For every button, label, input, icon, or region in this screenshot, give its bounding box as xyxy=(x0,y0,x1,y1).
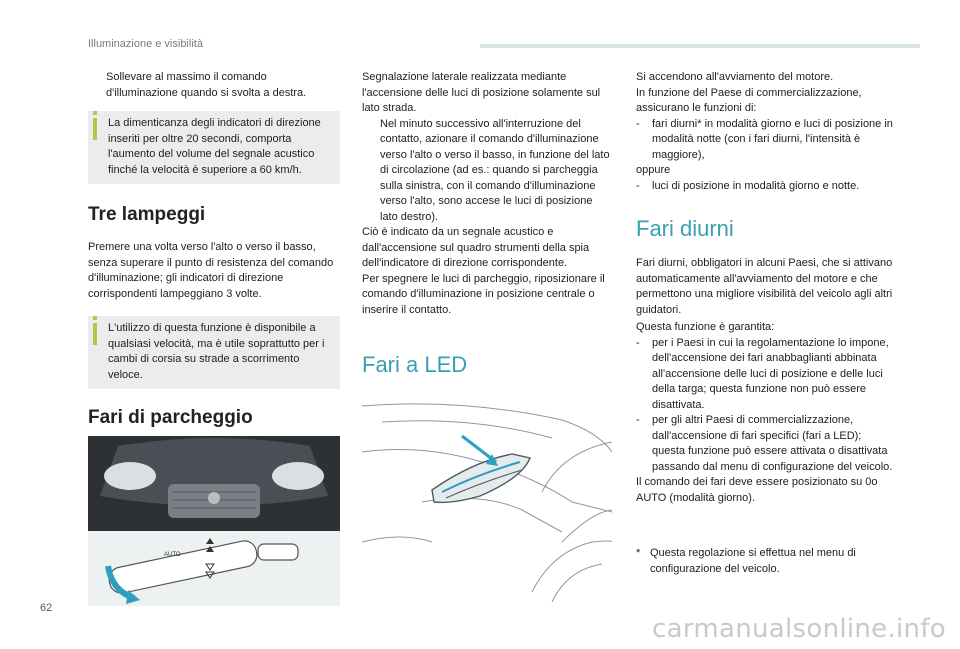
dash-item xyxy=(636,413,896,475)
footnote-text: Questa regolazione si effettua nel menu di configurazione del veicolo. xyxy=(650,547,856,575)
page-number: 62 xyxy=(40,602,53,614)
paragraph: Segnalazione laterale realizzata mediante l'accensione delle luci di posizione solamente sul lato strada. xyxy=(362,71,601,114)
paragraph: Ciò è indicato da un segnale acustico e dall'accensione sul quadro strumenti della spia dell'indicatore di direzione corrispondente. xyxy=(362,226,590,269)
stalk-auto-label: AUTO xyxy=(164,552,181,558)
bullet-paragraph xyxy=(362,117,612,226)
dash-marker: - xyxy=(636,179,640,192)
paragraph: Fari diurni, obbligatori in alcuni Paesi, che si attivano automaticamente all'avviamento del motore e che permettono una migliore visibilità del veicolo agli altri guidatori. xyxy=(636,257,893,316)
dash-marker: - xyxy=(636,117,640,130)
header-bar xyxy=(480,44,920,48)
watermark: carmanualsonline.info xyxy=(651,614,946,644)
paragraph: Si accendono all'avviamento del motore. xyxy=(636,71,834,83)
section-title-tre-lampeggi: Tre lampeggi xyxy=(88,204,206,225)
column-1 xyxy=(88,70,340,443)
page-header-title: Illuminazione e visibilità xyxy=(88,38,203,50)
bullet-text: Sollevare al massimo il comando d'illuminazione quando si svolta a destra. xyxy=(106,71,307,99)
parking-lights-illustration xyxy=(88,436,340,606)
dash-marker: - xyxy=(636,336,640,349)
column-3 xyxy=(636,70,896,577)
footnote-marker: * xyxy=(636,547,641,559)
note-text: La dimenticanza degli indicatori di direzione inseriti per oltre 20 secondi, comporta l'aumento del volume del segnale acustico finché la velocità è superiore a 60 km/h. xyxy=(108,117,321,176)
section-title-fari-parcheggio: Fari di parcheggio xyxy=(88,407,253,428)
paragraph: In funzione del Paese di commercializzazione, assicurano le funzioni di: xyxy=(636,86,862,114)
dash-marker: - xyxy=(636,414,640,426)
info-icon xyxy=(93,118,97,140)
paragraph: Questa funzione è garantita: xyxy=(636,321,775,333)
dash-item xyxy=(636,179,896,195)
note-text: L'utilizzo di questa funzione è disponibile a qualsiasi velocità, ma è utile soprattutto per i cambi di corsia su strade a scorrimento veloce. xyxy=(108,322,325,381)
led-headlight-illustration xyxy=(362,392,612,602)
dash-text: per i Paesi in cui la regolamentazione lo impone, dell'accensione dei fari anabbaglianti abbinata all'accensione delle luci di posizione e delle luci della targa; questa funzione non può essere disattivata. xyxy=(652,336,889,411)
dash-text: per gli altri Paesi di commercializzazione, dall'accensione di fari specifici (fari a LED); questa funzione può essere attivata o disattivata passando dal menu di configurazione del veicolo. xyxy=(652,414,893,473)
car-headlight-drawing xyxy=(362,392,612,602)
section-title-fari-diurni: Fari diurni xyxy=(636,216,734,241)
dash-item xyxy=(636,336,896,414)
bullet-paragraph xyxy=(88,70,340,101)
section-title-fari-led: Fari a LED xyxy=(362,352,468,377)
footnote xyxy=(636,546,896,577)
paragraph: Per spegnere le luci di parcheggio, riposizionare il comando d'illuminazione in posizione centrale o inserire il contatto. xyxy=(362,272,605,316)
car-front-stalk-drawing xyxy=(88,436,340,606)
dash-item xyxy=(636,117,896,164)
dash-text: fari diurni* in modalità giorno e luci di posizione in modalità notte (con i fari diurni, l'intensità è maggiore), xyxy=(652,117,893,161)
column-2 xyxy=(362,70,612,392)
info-icon xyxy=(93,323,97,345)
paragraph: oppure xyxy=(636,164,671,176)
paragraph: Premere una volta verso l'alto o verso il basso, senza superare il punto di resistenza del comando d'illuminazione; gli indicatori di direzione corrispondenti lampeggiano 3 volte. xyxy=(88,241,334,300)
info-note xyxy=(88,316,340,389)
bullet-text: Nel minuto successivo all'interruzione del contatto, azionare il comando d'illuminazione verso l'alto o verso il basso, in funzione del lato di circolazione (ad es.: quando si parcheggia sulla sinistra, con il comando d'illuminazione verso l'alto, sono accese le luci di posizione lato destro). xyxy=(380,117,610,223)
dash-text: luci di posizione in modalità giorno e notte. xyxy=(652,179,860,192)
info-note xyxy=(88,111,340,184)
paragraph: Il comando dei fari deve essere posizionato su 0o AUTO (modalità giorno). xyxy=(636,476,878,504)
